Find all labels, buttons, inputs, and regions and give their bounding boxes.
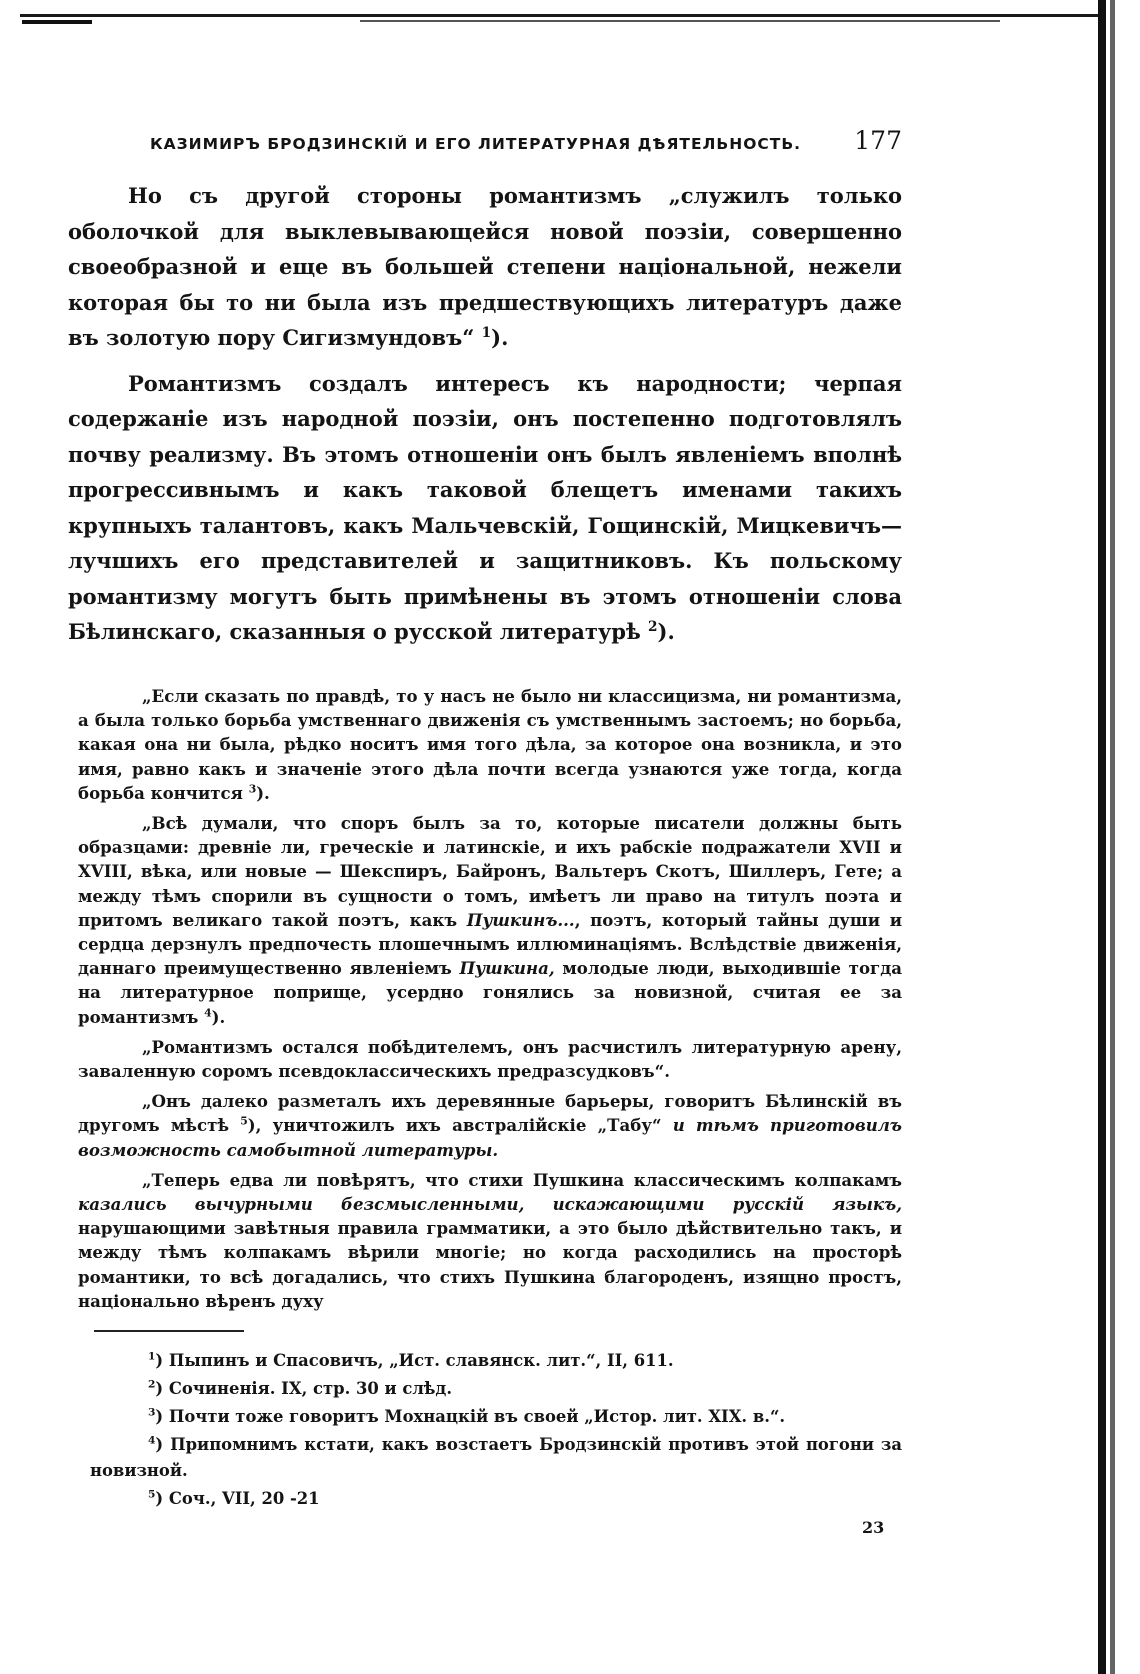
paragraph-text: Романтизмъ создалъ интересъ къ народности; черпая содержаніе изъ народной поэзіи, онъ постепенно подготовлялъ почву реализму. Въ этомъ отношеніи онъ былъ явленіемъ вполнѣ прогрессивнымъ и какъ таковой блещетъ именами такихъ крупныхъ талантовъ, какъ Мальчевскій, Гощинскій, Мицкевичъ—лучшихъ его представителей и защитниковъ. Къ польскому романтизму могутъ быть примѣнены въ этомъ отношеніи слова Бѣлинскаго, сказанныя о русской литературѣ	[68, 370, 902, 644]
quote-text: „Теперь едва ли повѣрятъ, что стихи Пушкина классическимъ колпакамъ	[142, 1169, 902, 1190]
quote-paragraph	[78, 1089, 902, 1162]
quote-text: ), уничтожилъ ихъ австралійскіе „Табу“	[247, 1115, 662, 1136]
quote-paragraph	[78, 811, 902, 1029]
footnote	[90, 1376, 902, 1402]
scan-border-right	[1098, 0, 1106, 1674]
sheet-number: 23	[862, 1518, 885, 1537]
scan-border-top-inner	[360, 20, 1000, 22]
paragraph-end: ).	[491, 325, 509, 350]
footnote-ref: 4	[204, 1006, 212, 1020]
footnote-ref: 1	[481, 325, 492, 341]
footnote-mark: 4	[148, 1433, 156, 1447]
quote-paragraph	[78, 1168, 902, 1313]
footnote-text: ) Почти тоже говоритъ Мохнацкій въ своей „Истор. лит. XIX. в.“.	[155, 1407, 786, 1426]
scan-border-top	[20, 14, 1100, 17]
quote-text: „Онъ далеко разметалъ ихъ деревянные барьеры, говоритъ Бѣлинскій въ другомъ мѣстѣ	[78, 1091, 902, 1136]
footnote-mark: 5	[148, 1487, 156, 1501]
footnotes	[90, 1348, 902, 1514]
quote-text: нарушающими завѣтныя правила грамматики, а это было дѣйствительно такъ, и между тѣмъ колпакамъ вѣрили многіе; но когда расходились на просторѣ романтики, то всѣ догадались, что стихъ Пушкина благороденъ, изящно простъ, національно вѣренъ духу	[78, 1218, 902, 1311]
footnote-text: ) Соч., VII, 20 -21	[155, 1489, 320, 1508]
footnote	[90, 1348, 902, 1374]
quotations	[78, 684, 902, 1319]
footnote-divider	[94, 1330, 244, 1332]
footnote-ref: 2	[648, 619, 658, 635]
footnote-mark: 1	[148, 1349, 156, 1363]
footnote-text: ) Пыпинъ и Спасовичъ, „Ист. славянск. лит.“, II, 611.	[155, 1351, 674, 1370]
quote-italic: Пушкинъ...	[466, 909, 575, 930]
quote-paragraph	[78, 684, 902, 805]
footnote-ref: 3	[248, 782, 257, 796]
main-text	[68, 178, 902, 660]
quote-text: , поэтъ, который тайны души и сердца дерзнулъ предпочесть плошечнымъ иллюминаціямъ. Вслѣдствіе движенія, даннаго преимущественно явленіемъ	[78, 909, 902, 979]
quote-end: ).	[256, 782, 270, 803]
footnote	[90, 1404, 902, 1430]
running-head-title: КАЗИМИРЪ БРОДЗИНСКІЙ И ЕГО ЛИТЕРАТУРНАЯ ДѢЯТЕЛЬНОСТЬ.	[150, 135, 802, 153]
footnote-text: ) Сочиненія. IX, стр. 30 и слѣд.	[155, 1379, 453, 1398]
running-head	[150, 126, 902, 162]
footnote-text: ) Припомнимъ кстати, какъ возстаетъ Бродзинскій противъ этой погони за новизной.	[90, 1435, 902, 1480]
paragraph	[68, 366, 902, 650]
quote-italic: Пушкина,	[459, 958, 555, 979]
footnote-mark: 2	[148, 1377, 156, 1391]
quote-text: „Романтизмъ остался побѣдителемъ, онъ расчистилъ литературную арену, заваленную соромъ псевдоклассическихъ предразсудковъ“.	[78, 1036, 902, 1082]
footnote	[90, 1432, 902, 1484]
quote-paragraph	[78, 1035, 902, 1083]
paragraph	[68, 178, 902, 356]
paragraph-end: ).	[657, 619, 675, 644]
scan-mark	[22, 20, 92, 36]
quote-text: „Если сказать по правдѣ, то у насъ не было ни классицизма, ни романтизма, а была только борьба умственнаго движенія съ умственнымъ застоемъ; но борьба, какая она ни была, рѣдко носитъ имя того дѣла, за которое она возникла, и это имя, равно какъ и значеніе этого дѣла почти всегда узнаются уже тогда, когда борьба кончится	[78, 686, 902, 803]
footnote-mark: 3	[148, 1405, 156, 1419]
page-number: 177	[854, 126, 902, 155]
quote-italic: и тѣмъ приготовилъ возможность самобытной литературы.	[78, 1115, 902, 1160]
quote-text: молодые люди, выходившіе тогда на литературное поприще, усердно гонялись за новизной, считая ее за романтизмъ	[78, 958, 903, 1027]
paragraph-text: Но съ другой стороны романтизмъ „служилъ только оболочкой для выклевывающейся новой поэзіи, совершенно своеобразной и еще въ большей степени національной, нежели которая бы то ни была изъ предшествующихъ литературъ даже въ золотую пору Сигизмундовъ“	[68, 183, 902, 350]
footnote-ref: 5	[240, 1114, 248, 1128]
quote-end: ).	[211, 1006, 226, 1027]
quote-text: „Всѣ думали, что споръ былъ за то, которые писатели должны быть образцами: древніе ли, греческіе и латинскіе, и ихъ рабскіе подражатели XVII и XVIII, вѣка, или новые — Шекспиръ, Байронъ, Вальтеръ Скотъ, Шиллеръ, Гете; а между тѣмъ спорили въ сущности о томъ, имѣетъ ли право на титулъ поэта и притомъ великаго такой поэтъ, какъ	[78, 813, 902, 930]
footnote	[90, 1486, 902, 1512]
quote-italic: казались вычурными безсмысленными, искажающими русскій языкъ,	[78, 1194, 902, 1215]
scan-border-right-shadow	[1110, 0, 1115, 1674]
